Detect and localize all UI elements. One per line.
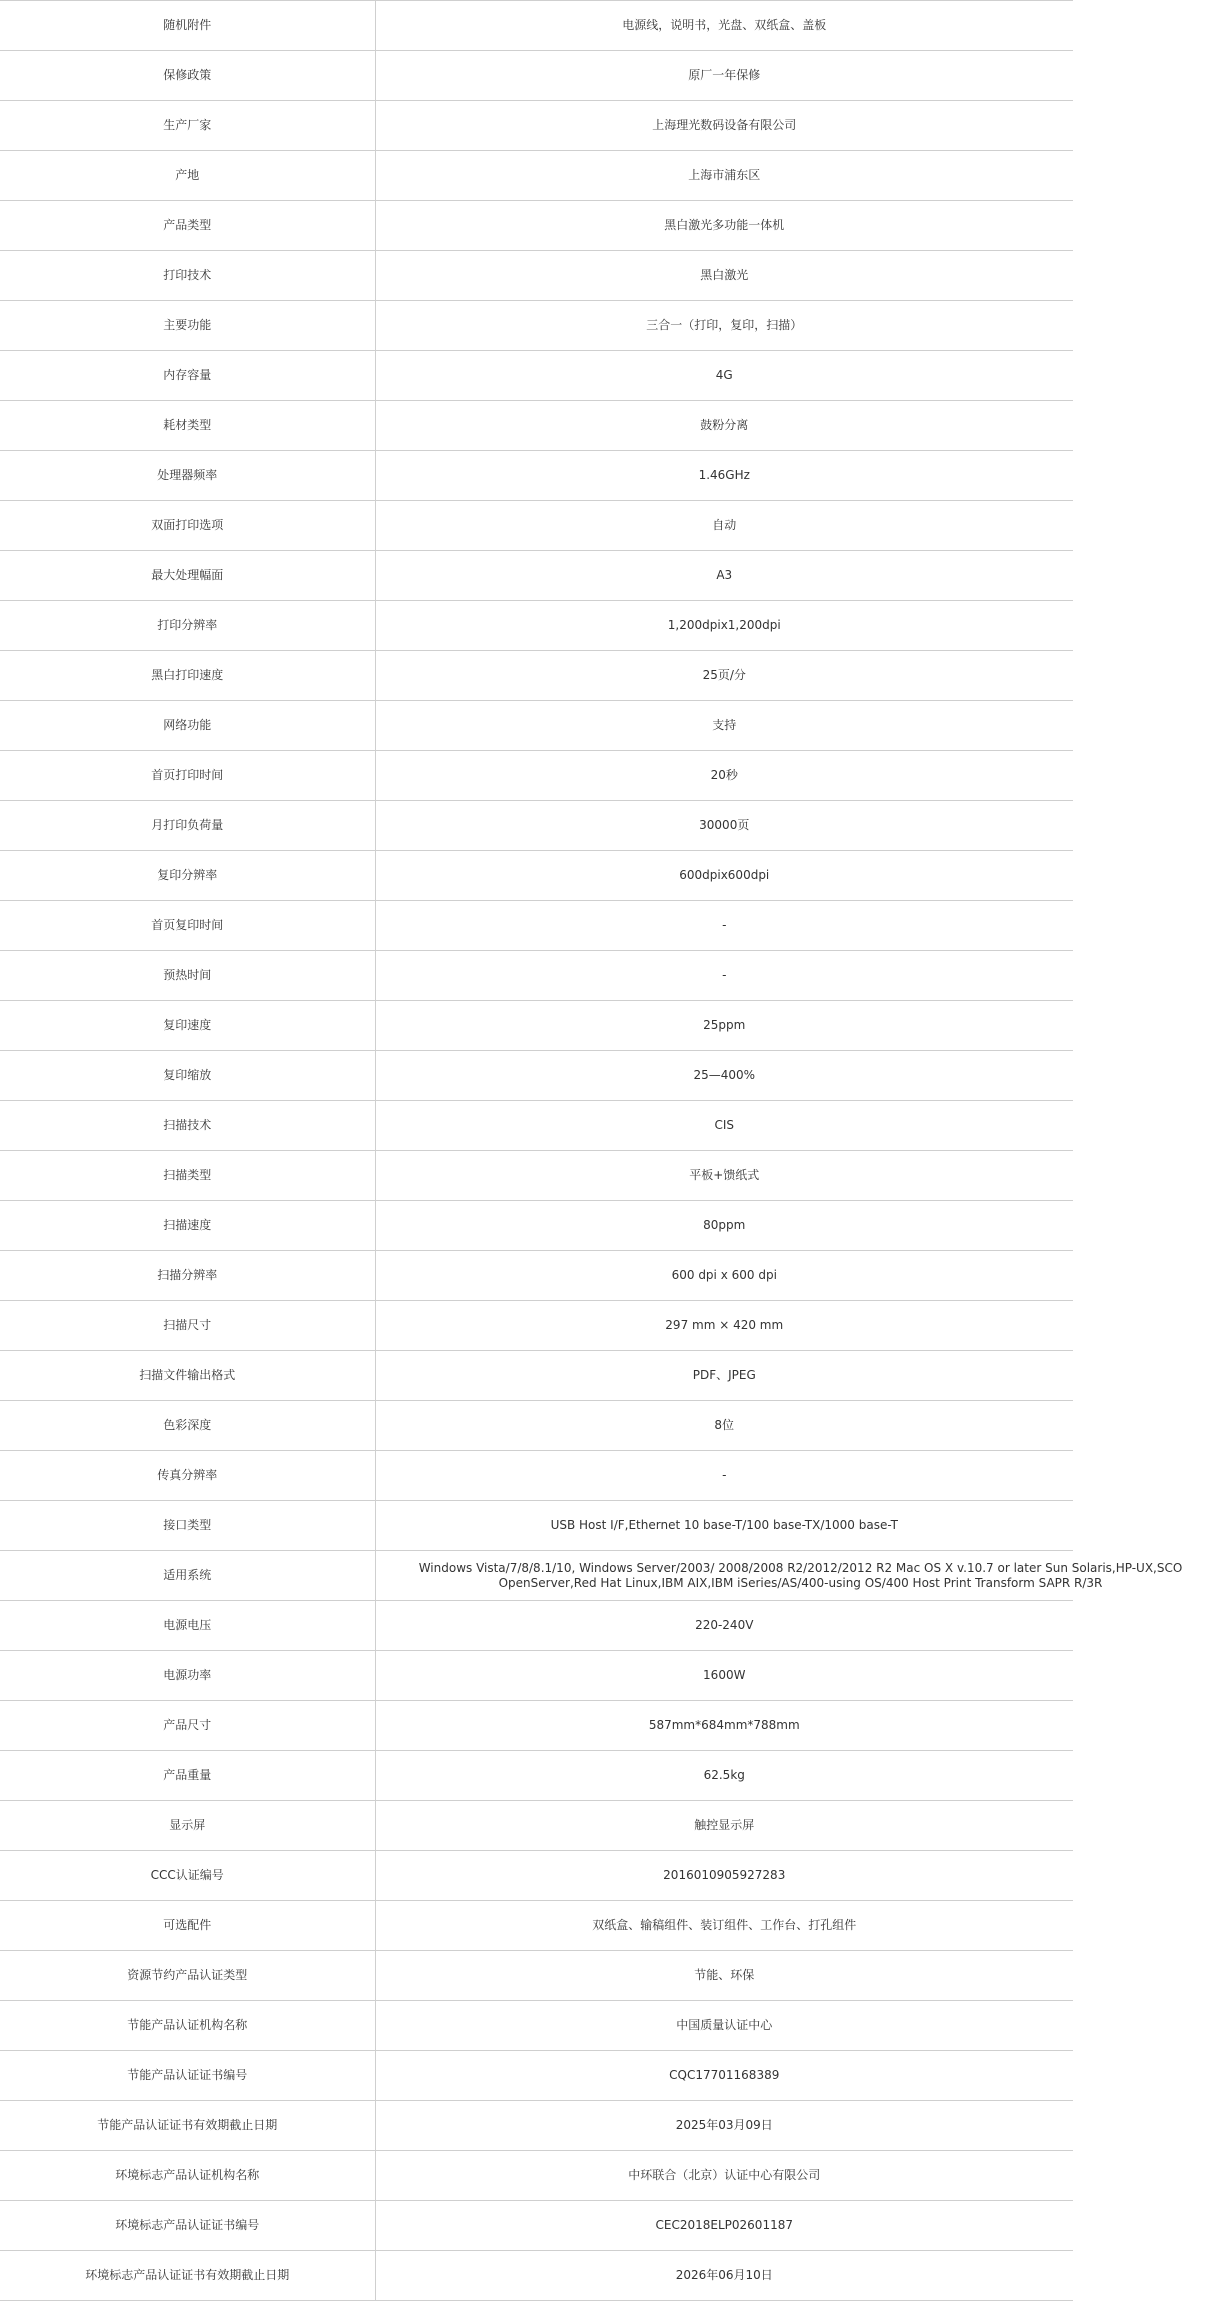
- spec-value: PDF、JPEG: [375, 1351, 1073, 1401]
- spec-label: 产地: [0, 151, 375, 201]
- table-row: [0, 1201, 1073, 1251]
- spec-value: 25ppm: [375, 1001, 1073, 1051]
- spec-value: 1,200dpix1,200dpi: [375, 601, 1073, 651]
- table-row: [0, 2251, 1073, 2301]
- spec-value: 上海理光数码设备有限公司: [375, 101, 1073, 151]
- spec-value: 25页/分: [375, 651, 1073, 701]
- table-row: [0, 501, 1073, 551]
- spec-value: 80ppm: [375, 1201, 1073, 1251]
- spec-label: 预热时间: [0, 951, 375, 1001]
- table-row: [0, 151, 1073, 201]
- spec-label: 色彩深度: [0, 1401, 375, 1451]
- spec-label: 传真分辨率: [0, 1451, 375, 1501]
- spec-label: CCC认证编号: [0, 1851, 375, 1901]
- spec-label: 内存容量: [0, 351, 375, 401]
- spec-label: 网络功能: [0, 701, 375, 751]
- spec-value: 中国质量认证中心: [375, 2001, 1073, 2051]
- table-row: [0, 351, 1073, 401]
- spec-label: 可选配件: [0, 1901, 375, 1951]
- table-row: [0, 1001, 1073, 1051]
- table-row: [0, 1251, 1073, 1301]
- table-row: [0, 601, 1073, 651]
- spec-label: 资源节约产品认证类型: [0, 1951, 375, 2001]
- spec-value: CIS: [375, 1101, 1073, 1151]
- spec-label: 适用系统: [0, 1551, 375, 1601]
- spec-value: 600dpix600dpi: [375, 851, 1073, 901]
- spec-value: 220-240V: [375, 1601, 1073, 1651]
- spec-label: 随机附件: [0, 1, 375, 51]
- spec-value: 2025年03月09日: [375, 2101, 1073, 2151]
- spec-label: 黑白打印速度: [0, 651, 375, 701]
- table-row: [0, 1051, 1073, 1101]
- spec-label: 环境标志产品认证证书有效期截止日期: [0, 2251, 375, 2301]
- spec-value: 节能、环保: [375, 1951, 1073, 2001]
- table-row: [0, 1151, 1073, 1201]
- table-row: [0, 1501, 1073, 1551]
- spec-label: 产品类型: [0, 201, 375, 251]
- spec-value: 自动: [375, 501, 1073, 551]
- spec-value: 中环联合（北京）认证中心有限公司: [375, 2151, 1073, 2201]
- table-row: [0, 51, 1073, 101]
- spec-value: 62.5kg: [375, 1751, 1073, 1801]
- table-row: [0, 2001, 1073, 2051]
- spec-value: 20秒: [375, 751, 1073, 801]
- spec-label: 扫描尺寸: [0, 1301, 375, 1351]
- spec-value: 触控显示屏: [375, 1801, 1073, 1851]
- spec-label: 首页复印时间: [0, 901, 375, 951]
- spec-label: 首页打印时间: [0, 751, 375, 801]
- spec-label: 产品重量: [0, 1751, 375, 1801]
- spec-label: 最大处理幅面: [0, 551, 375, 601]
- table-row: [0, 1601, 1073, 1651]
- spec-value: 电源线，说明书，光盘、双纸盒、盖板: [375, 1, 1073, 51]
- spec-label: 处理器频率: [0, 451, 375, 501]
- table-row: [0, 951, 1073, 1001]
- spec-label: 电源电压: [0, 1601, 375, 1651]
- table-row: [0, 1101, 1073, 1151]
- spec-label: 节能产品认证证书有效期截止日期: [0, 2101, 375, 2151]
- spec-value: 原厂一年保修: [375, 51, 1073, 101]
- spec-value: 支持: [375, 701, 1073, 751]
- spec-label: 扫描技术: [0, 1101, 375, 1151]
- spec-value-text: Windows Vista/7/8/8.1/10, Windows Server/2003/ 2008/2008 R2/2012/2012 R2 Mac OS X v.10.7 or later Sun Solaris,HP-UX,SCO OpenServer,Red Hat Linux,IBM AIX,IBM iSeries/AS/400-using OS/400 Host Print Transform SAPR R/3R: [418, 1560, 1183, 1590]
- table-row: [0, 101, 1073, 151]
- spec-value: 4G: [375, 351, 1073, 401]
- table-row: [0, 1, 1073, 51]
- spec-value: 600 dpi x 600 dpi: [375, 1251, 1073, 1301]
- spec-label: 节能产品认证证书编号: [0, 2051, 375, 2101]
- table-row: [0, 201, 1073, 251]
- table-row: [0, 1651, 1073, 1701]
- table-row: [0, 1351, 1073, 1401]
- spec-value: 2016010905927283: [375, 1851, 1073, 1901]
- spec-label: 主要功能: [0, 301, 375, 351]
- spec-label: 打印分辨率: [0, 601, 375, 651]
- spec-label: 扫描速度: [0, 1201, 375, 1251]
- spec-value: 30000页: [375, 801, 1073, 851]
- spec-label: 接口类型: [0, 1501, 375, 1551]
- spec-value: 1600W: [375, 1651, 1073, 1701]
- spec-value: -: [375, 1451, 1073, 1501]
- spec-value: CEC2018ELP02601187: [375, 2201, 1073, 2251]
- spec-label: 环境标志产品认证证书编号: [0, 2201, 375, 2251]
- spec-value: -: [375, 951, 1073, 1001]
- spec-value: 297 mm × 420 mm: [375, 1301, 1073, 1351]
- spec-label: 生产厂家: [0, 101, 375, 151]
- spec-value: 黑白激光: [375, 251, 1073, 301]
- table-row: [0, 451, 1073, 501]
- table-row: [0, 2051, 1073, 2101]
- spec-value: 双纸盒、输稿组件、装订组件、工作台、打孔组件: [375, 1901, 1073, 1951]
- table-row: [0, 1801, 1073, 1851]
- table-row: [0, 751, 1073, 801]
- table-row: [0, 301, 1073, 351]
- table-row: [0, 1451, 1073, 1501]
- spec-label: 环境标志产品认证机构名称: [0, 2151, 375, 2201]
- table-row: [0, 701, 1073, 751]
- table-row: [0, 1901, 1073, 1951]
- spec-value: -: [375, 901, 1073, 951]
- spec-value: 25—400%: [375, 1051, 1073, 1101]
- spec-label: 月打印负荷量: [0, 801, 375, 851]
- spec-label: 显示屏: [0, 1801, 375, 1851]
- spec-value: USB Host I/F,Ethernet 10 base-T/100 base-TX/1000 base-T: [375, 1501, 1073, 1551]
- spec-value: 8位: [375, 1401, 1073, 1451]
- table-row: [0, 2151, 1073, 2201]
- table-row: [0, 651, 1073, 701]
- spec-value: 2026年06月10日: [375, 2251, 1073, 2301]
- table-row: [0, 1701, 1073, 1751]
- spec-label: 复印速度: [0, 1001, 375, 1051]
- spec-label: 产品尺寸: [0, 1701, 375, 1751]
- table-row: [0, 1851, 1073, 1901]
- spec-value: 三合一（打印，复印，扫描）: [375, 301, 1073, 351]
- spec-value: 上海市浦东区: [375, 151, 1073, 201]
- spec-label: 节能产品认证机构名称: [0, 2001, 375, 2051]
- spec-value: CQC17701168389: [375, 2051, 1073, 2101]
- table-row: [0, 1751, 1073, 1801]
- spec-label: 打印技术: [0, 251, 375, 301]
- table-row: [0, 1551, 1073, 1601]
- spec-value: A3: [375, 551, 1073, 601]
- table-row: [0, 2101, 1073, 2151]
- spec-label: 扫描文件输出格式: [0, 1351, 375, 1401]
- spec-label: 保修政策: [0, 51, 375, 101]
- table-row: [0, 1401, 1073, 1451]
- table-row: [0, 1301, 1073, 1351]
- table-row: [0, 801, 1073, 851]
- spec-label: 扫描分辨率: [0, 1251, 375, 1301]
- table-row: [0, 2201, 1073, 2251]
- spec-label: 电源功率: [0, 1651, 375, 1701]
- table-row: [0, 251, 1073, 301]
- spec-value: 黑白激光多功能一体机: [375, 201, 1073, 251]
- spec-value: 1.46GHz: [375, 451, 1073, 501]
- table-row: [0, 851, 1073, 901]
- spec-value: 平板+馈纸式: [375, 1151, 1073, 1201]
- spec-label: 扫描类型: [0, 1151, 375, 1201]
- table-row: [0, 1951, 1073, 2001]
- table-row: [0, 401, 1073, 451]
- spec-label: 复印缩放: [0, 1051, 375, 1101]
- spec-label: 复印分辨率: [0, 851, 375, 901]
- spec-label: 双面打印选项: [0, 501, 375, 551]
- spec-value: 587mm*684mm*788mm: [375, 1701, 1073, 1751]
- spec-table-body: [0, 1, 1183, 2301]
- spec-label: 耗材类型: [0, 401, 375, 451]
- spec-value: [375, 1551, 1183, 1601]
- table-row: [0, 551, 1073, 601]
- spec-value: 鼓粉分离: [375, 401, 1073, 451]
- table-row: [0, 901, 1073, 951]
